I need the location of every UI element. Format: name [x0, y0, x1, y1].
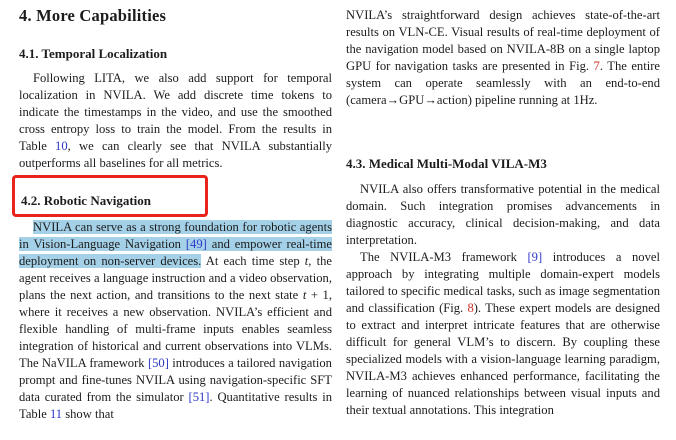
paragraph-robotic-navigation: [19, 219, 332, 423]
paragraph-medical-potential: [346, 181, 660, 249]
text-run: . The entire system can operate seamlessly with an end-to-end (camera→GPU→action) pipeline running at 1Hz.: [346, 59, 660, 107]
text-run: Following LITA, we also add support for temporal localization in NVILA. We add discrete time tokens to indicate the timestamps in the video, and use the smoothed cross entropy loss to train the model. From the results in Table: [19, 71, 332, 153]
right-column: [346, 0, 660, 440]
highlighted-text: NVILA can serve as a strong foundation for robotic agents in Vision-Language Navigation: [19, 220, 332, 251]
text-run: . Quantitative results in Table: [19, 390, 332, 421]
text-run: , we can clearly see that NVILA substantially outperforms all baselines for all metrics.: [19, 139, 332, 170]
paragraph-temporal-localization: [19, 70, 332, 172]
text-run: At each time step: [201, 254, 305, 268]
text-run: t: [302, 288, 307, 302]
text-run: The NVILA-M3 framework: [360, 250, 528, 264]
highlighted-text: and empower real-time deployment on non-server devices.: [19, 237, 332, 268]
text-run: NVILA’s straightforward design achieves state-of-the-art results on VLN-CE. Visual results of real-time deployment of the navigation model based on NVILA-8B on a single laptop GPU for navigation tasks are presented in Fig.: [346, 8, 660, 73]
citation-link[interactable]: [49]: [185, 237, 207, 251]
text-run: + 1, where it receives a new observation. NVILA’s efficient and flexible handling of multi-frame inputs enables seamless integration of historical and current observations into VLMs. The NaVILA framework: [19, 288, 332, 370]
subsection-heading-temporal-localization: 4.1. Temporal Localization: [19, 46, 168, 61]
subsection-heading-robotic-navigation: 4.2. Robotic Navigation: [21, 193, 151, 208]
citation-link[interactable]: 10: [55, 139, 68, 153]
section-heading-more-capabilities: 4. More Capabilities: [19, 6, 167, 25]
figure-ref-link[interactable]: 7: [593, 59, 600, 73]
annotation-box: [12, 175, 208, 217]
text-run: t: [304, 254, 309, 268]
text-run: NVILA also offers transformative potential in the medical domain. Such integration promises advancements in diagnostic accuracy, clinical decision-making, and data interpretation.: [346, 182, 660, 247]
left-column: [19, 0, 332, 440]
text-run: introduces a novel approach by integrating multiple domain-expert models tailored to specific medical tasks, such as image segmentation and classification (Fig.: [346, 250, 660, 315]
citation-link[interactable]: 11: [49, 407, 63, 421]
text-run: introduces a tailored navigation prompt and fine-tunes NVILA using navigation-specific SFT data curated from the simulator: [19, 356, 332, 404]
text-run: , the agent receives a language instruction and a video observation, plans the next action, and transitions to the next state: [19, 254, 332, 302]
text-run: show that: [62, 407, 114, 421]
paragraph-navigation-results: [346, 7, 660, 109]
figure-ref-link[interactable]: 8: [467, 301, 474, 315]
text-run: ). These expert models are designed to extract and interpret intricate features that are otherwise difficult for general VLM’s to discern. By coupling these specialized models with a vision-language learning paradigm, NVILA-M3 achieves enhanced performance, facilitating the learning of nuanced relationships between visual inputs and their textual annotations. This integration: [346, 301, 660, 417]
citation-link[interactable]: [9]: [527, 250, 543, 264]
subsection-heading-medical-vila-m3: 4.3. Medical Multi-Modal VILA-M3: [346, 156, 547, 171]
paragraph-nvila-m3-framework: [346, 249, 660, 419]
citation-link[interactable]: [51]: [188, 390, 210, 404]
citation-link[interactable]: [50]: [147, 356, 169, 370]
